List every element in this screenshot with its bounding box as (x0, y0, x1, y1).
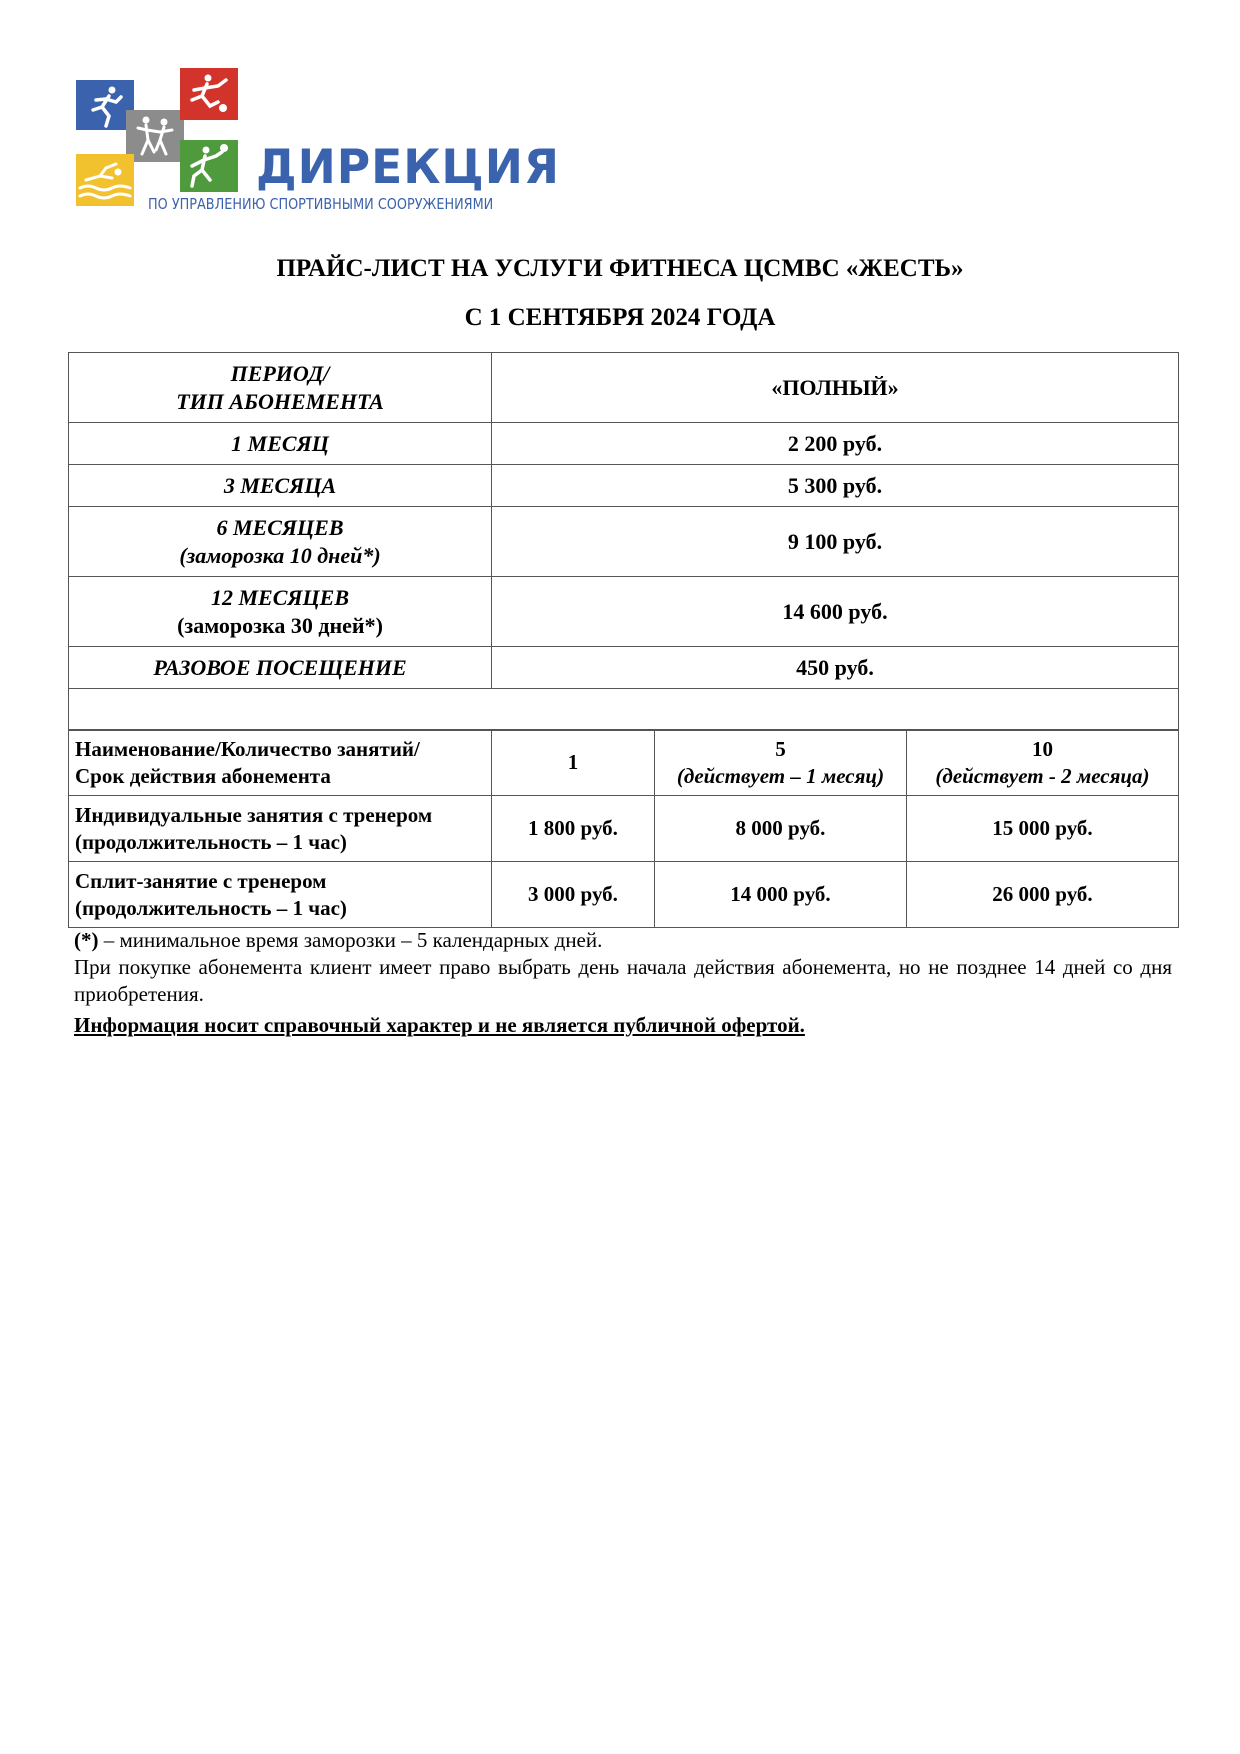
price-cell: 1 800 руб. (492, 796, 655, 862)
type-header: «ПОЛНЫЙ» (492, 353, 1179, 423)
price-cell: 450 руб. (492, 647, 1179, 689)
sessions-count: 10 (1032, 737, 1053, 762)
service-header-line2: Срок действия абонемента (75, 763, 331, 788)
sessions-5-header (655, 730, 907, 796)
logo-subtitle: ПО УПРАВЛЕНИЮ СПОРТИВНЫМИ СООРУЖЕНИЯМИ (148, 195, 494, 213)
period-label: 6 МЕСЯЦЕВ (216, 515, 344, 540)
empty-spacer-row (69, 689, 1179, 731)
period-cell: 3 МЕСЯЦА (69, 465, 492, 507)
price-cell: 14 600 руб. (492, 577, 1179, 647)
price-cell: 2 200 руб. (492, 423, 1179, 465)
swimmer-icon (76, 154, 134, 206)
start-day-note: При покупке абонемента клиент имеет право выбрать день начала действия абонемента, но не позднее 14 дней со дня приобретения. (74, 955, 1172, 1007)
period-cell: РАЗОВОЕ ПОСЕЩЕНИЕ (69, 647, 492, 689)
trainer-services-table (68, 729, 1179, 928)
page-title: ПРАЙС-ЛИСТ НА УСЛУГИ ФИТНЕСА ЦСМВС «ЖЕСТЬ» (276, 255, 964, 282)
footnote-text: – минимальное время заморозки – 5 календарных дней. (98, 928, 603, 952)
logo-title: ДИРЕКЦИЯ (256, 140, 560, 195)
page-subtitle-date: С 1 СЕНТЯБРЯ 2024 ГОДА (464, 304, 776, 331)
table-row (69, 507, 1179, 577)
table-row (69, 423, 1179, 465)
price-cell: 8 000 руб. (655, 796, 907, 862)
sessions-10-header (907, 730, 1179, 796)
volleyball-icon (180, 140, 238, 192)
period-header-line1: ПЕРИОД/ (230, 361, 330, 386)
period-header-line2: ТИП АБОНЕМЕНТА (176, 388, 384, 414)
validity-note: (действует - 2 месяца) (935, 763, 1150, 788)
service-duration: (продолжительность – 1 час) (75, 895, 347, 920)
service-name: Сплит-занятие с тренером (75, 869, 327, 894)
price-cell: 14 000 руб. (655, 862, 907, 928)
period-cell (69, 577, 492, 647)
validity-note: (действует – 1 месяц) (676, 763, 885, 788)
price-cell: 15 000 руб. (907, 796, 1179, 862)
table-row (69, 796, 1179, 862)
period-cell: 1 МЕСЯЦ (69, 423, 492, 465)
football-icon (180, 68, 238, 120)
footnote-marker: (*) (74, 928, 99, 952)
service-header-line1: Наименование/Количество занятий/ (75, 737, 420, 762)
price-cell: 26 000 руб. (907, 862, 1179, 928)
period-header (69, 353, 492, 423)
period-label: 12 МЕСЯЦЕВ (210, 585, 350, 610)
membership-price-table (68, 352, 1179, 731)
disclaimer: Информация носит справочный характер и не является публичной офертой. (74, 1013, 805, 1037)
freeze-note: (заморозка 30 дней*) (177, 612, 383, 638)
service-name-header (69, 730, 492, 796)
table-row (69, 465, 1179, 507)
price-cell: 5 300 руб. (492, 465, 1179, 507)
martial-arts-icon (126, 110, 184, 162)
sessions-1-header: 1 (492, 730, 655, 796)
table-row (69, 862, 1179, 928)
logo (76, 68, 576, 218)
table-row (69, 577, 1179, 647)
period-cell (69, 507, 492, 577)
service-duration: (продолжительность – 1 час) (75, 829, 347, 854)
empty-cell (69, 689, 1179, 731)
freeze-note: (заморозка 10 дней*) (179, 542, 381, 568)
service-name-cell (69, 862, 492, 928)
price-cell: 3 000 руб. (492, 862, 655, 928)
sessions-count: 5 (775, 737, 786, 762)
table-header-row (69, 353, 1179, 423)
price-cell: 9 100 руб. (492, 507, 1179, 577)
table-row (69, 647, 1179, 689)
service-name-cell (69, 796, 492, 862)
freeze-footnote (74, 927, 1174, 954)
service-name: Индивидуальные занятия с тренером (75, 803, 433, 828)
table-header-row (69, 730, 1179, 796)
